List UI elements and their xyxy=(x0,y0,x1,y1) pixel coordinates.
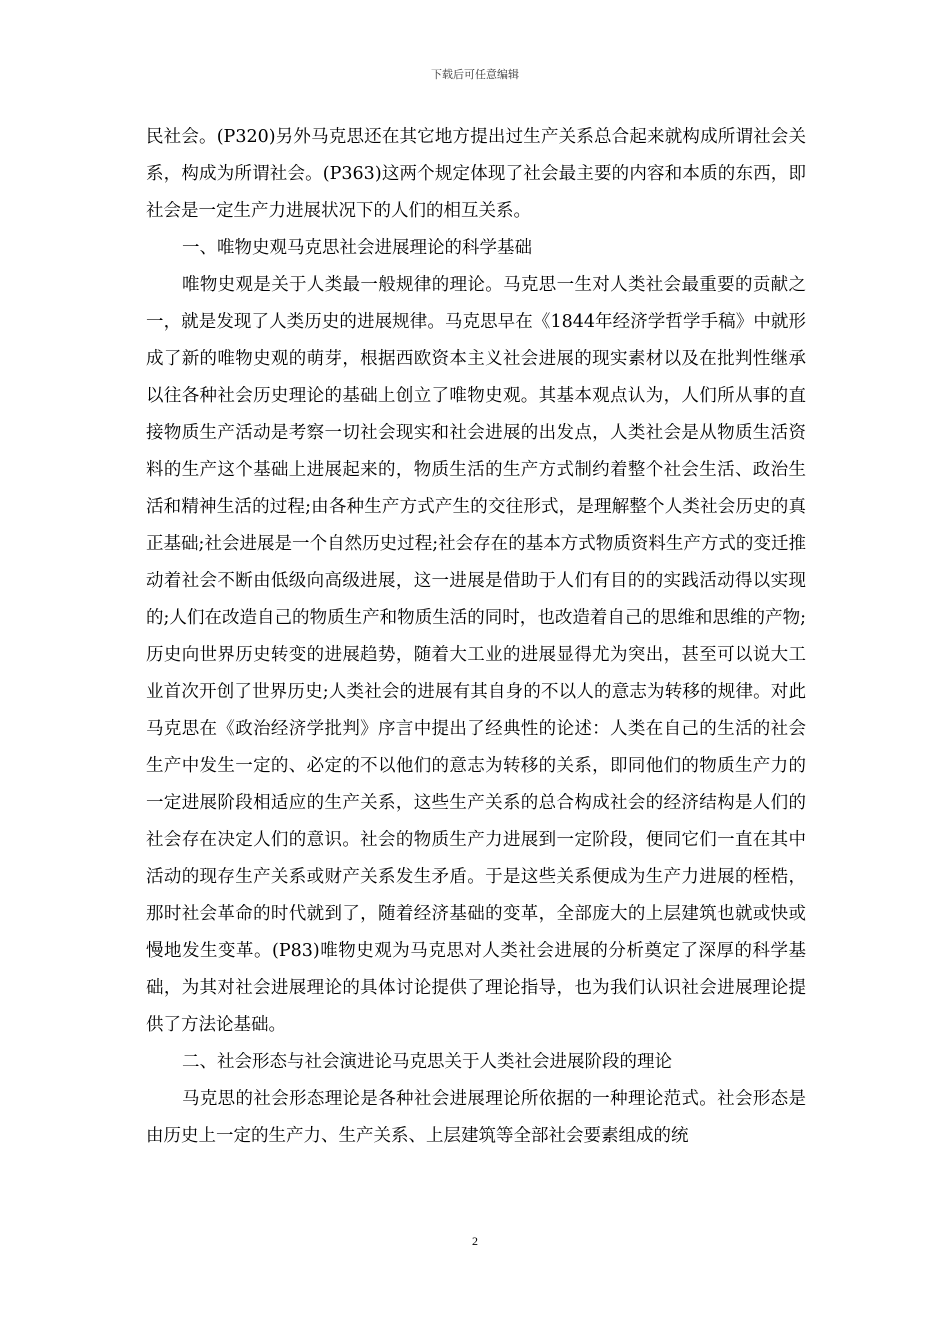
section-heading-2: 二、社会形态与社会演进论马克思关于人类社会进展阶段的理论 xyxy=(182,1052,672,1072)
page-header: 下载后可任意编辑 xyxy=(431,68,519,81)
section-heading-1: 一、唯物史观马克思社会进展理论的科学基础 xyxy=(182,238,532,258)
page-number: 2 xyxy=(472,1234,478,1248)
paragraph-continuation: 民社会。(P320)另外马克思还在其它地方提出过生产关系总合起来就构成所谓社会关系，构成为所谓社会。(P363)这两个规定体现了社会最主要的内容和本质的东西，即社会是一定生产力进展状况下的人们的相互关系。 xyxy=(146,127,806,221)
paragraph-social-formation: 马克思的社会形态理论是各种社会进展理论所依据的一种理论范式。社会形态是由历史上一定的生产力、生产关系、上层建筑等全部社会要素组成的统 xyxy=(146,1089,806,1146)
paragraph-historical-materialism: 唯物史观是关于人类最一般规律的理论。马克思一生对人类社会最重要的贡献之一，就是发现了人类历史的进展规律。马克思早在《1844年经济学哲学手稿》中就形成了新的唯物史观的萌芽，根据西欧资本主义社会进展的现实素材以及在批判性继承以往各种社会历史理论的基础上创立了唯物史观。其基本观点认为，人们所从事的直接物质生产活动是考察一切社会现实和社会进展的出发点，人类社会是从物质生活资料的生产这个基础上进展起来的，物质生活的生产方式制约着整个社会生活、政治生活和精神生活的过程;由各种生产方式产生的交往形式，是理解整个人类社会历史的真正基础;社会进展是一个自然历史过程;社会存在的基本方式物质资料生产方式的变迁推动着社会不断由低级向高级进展，这一进展是借助于人们有目的的实践活动得以实现的;人们在改造自己的物质生产和物质生活的同时，也改造着自己的思维和思维的产物;历史向世界历史转变的进展趋势，随着大工业的进展显得尤为突出，甚至可以说大工业首次开创了世界历史;人类社会的进展有其自身的不以人的意志为转移的规律。对此马克思在《政治经济学批判》序言中提出了经典性的论述：人类在自己的生活的社会生产中发生一定的、必定的不以他们的意志为转移的关系，即同他们的物质生产力的一定进展阶段相适应的生产关系，这些生产关系的总合构成社会的经济结构是人们的社会存在决定人们的意识。社会的物质生产力进展到一定阶段，便同它们一直在其中活动的现存生产关系或财产关系发生矛盾。于是这些关系便成为生产力进展的桎梏，那时社会革命的时代就到了，随着经济基础的变革，全部庞大的上层建筑也就或快或慢地发生变革。(P83)唯物史观为马克思对人类社会进展的分析奠定了深厚的科学基础，为其对社会进展理论的具体讨论提供了理论指导，也为我们认识社会进展理论提供了方法论基础。 xyxy=(146,275,806,1035)
document-body xyxy=(146,119,806,1155)
